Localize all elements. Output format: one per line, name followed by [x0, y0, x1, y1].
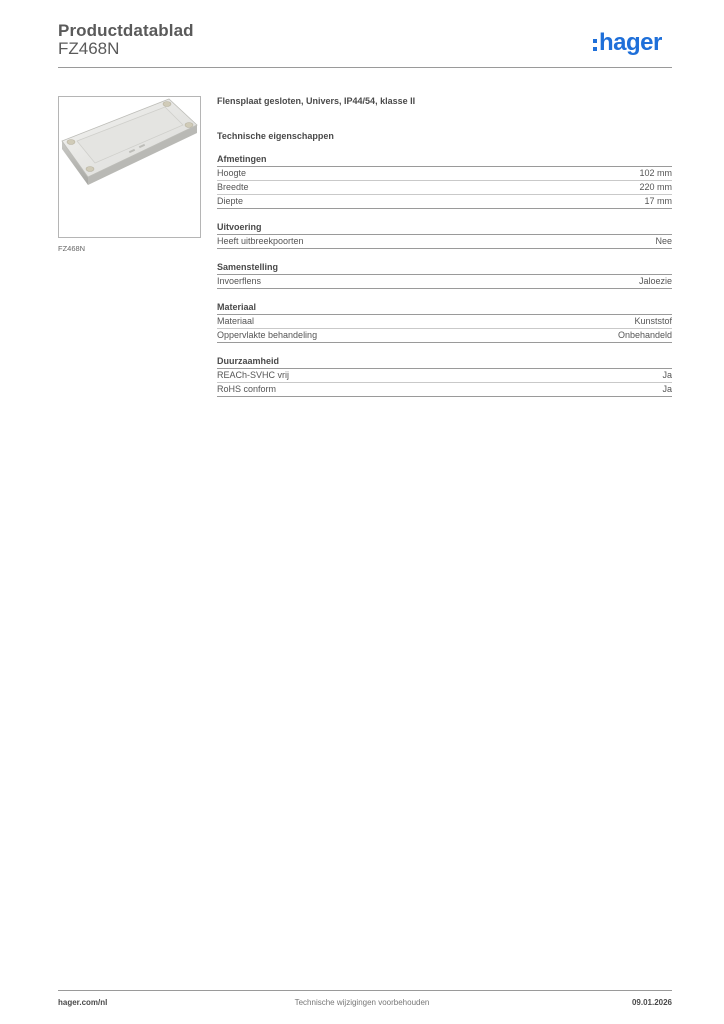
- spec-value: 17 mm: [644, 196, 672, 206]
- spec-value: Kunststof: [634, 316, 672, 326]
- footer-disclaimer: Technische wijzigingen voorbehouden: [294, 998, 430, 1007]
- section-afmetingen: [217, 153, 672, 209]
- logo-dots-icon: [593, 39, 597, 51]
- spec-row: [217, 383, 672, 397]
- spec-label: Materiaal: [217, 316, 255, 326]
- product-code: FZ468N: [58, 39, 120, 58]
- spec-label: RoHS conform: [217, 384, 277, 394]
- spec-label: Invoerflens: [217, 276, 262, 286]
- flange-plate-image: [59, 97, 200, 237]
- hager-logo: [593, 28, 662, 58]
- logo-text: hager: [599, 29, 662, 56]
- spec-row: [217, 195, 672, 209]
- section-title: Uitvoering: [217, 221, 672, 235]
- spec-value: Jaloezie: [638, 276, 672, 286]
- spec-row: [217, 369, 672, 383]
- spec-row: [217, 275, 672, 289]
- footer-date: 09.01.2026: [631, 998, 672, 1007]
- section-materiaal: [217, 301, 672, 343]
- image-caption: FZ468N: [58, 244, 86, 253]
- section-title: Samenstelling: [217, 261, 672, 275]
- spec-value: Nee: [655, 236, 672, 246]
- product-image: [58, 96, 201, 238]
- spec-label: REACh-SVHC vrij: [217, 370, 290, 380]
- spec-row: [217, 329, 672, 343]
- product-description: Flensplaat gesloten, Univers, IP44/54, klasse II: [217, 96, 416, 106]
- spec-label: Breedte: [217, 182, 249, 192]
- section-duurzaamheid: [217, 355, 672, 397]
- section-uitvoering: [217, 221, 672, 249]
- header-divider: [58, 67, 672, 68]
- spec-label: Oppervlakte behandeling: [217, 330, 318, 340]
- section-title: Materiaal: [217, 301, 672, 315]
- spec-row: [217, 167, 672, 181]
- spec-row: [217, 181, 672, 195]
- spec-value: Ja: [662, 384, 672, 394]
- tech-properties-heading: Technische eigenschappen: [217, 131, 334, 141]
- spec-label: Heeft uitbreekpoorten: [217, 236, 304, 246]
- spec-value: Ja: [662, 370, 672, 380]
- section-samenstelling: [217, 261, 672, 289]
- spec-value: 102 mm: [639, 168, 672, 178]
- footer-divider: [58, 990, 672, 991]
- product-details: [217, 96, 672, 409]
- spec-row: [217, 235, 672, 249]
- spec-value: Onbehandeld: [617, 330, 672, 340]
- spec-label: Hoogte: [217, 168, 247, 178]
- spec-label: Diepte: [217, 196, 244, 206]
- spec-value: 220 mm: [639, 182, 672, 192]
- spec-row: [217, 315, 672, 329]
- section-title: Duurzaamheid: [217, 355, 672, 369]
- section-title: Afmetingen: [217, 153, 672, 167]
- footer-website-link[interactable]: hager.com/nl: [58, 998, 108, 1007]
- document-title: Productdatablad: [58, 21, 194, 40]
